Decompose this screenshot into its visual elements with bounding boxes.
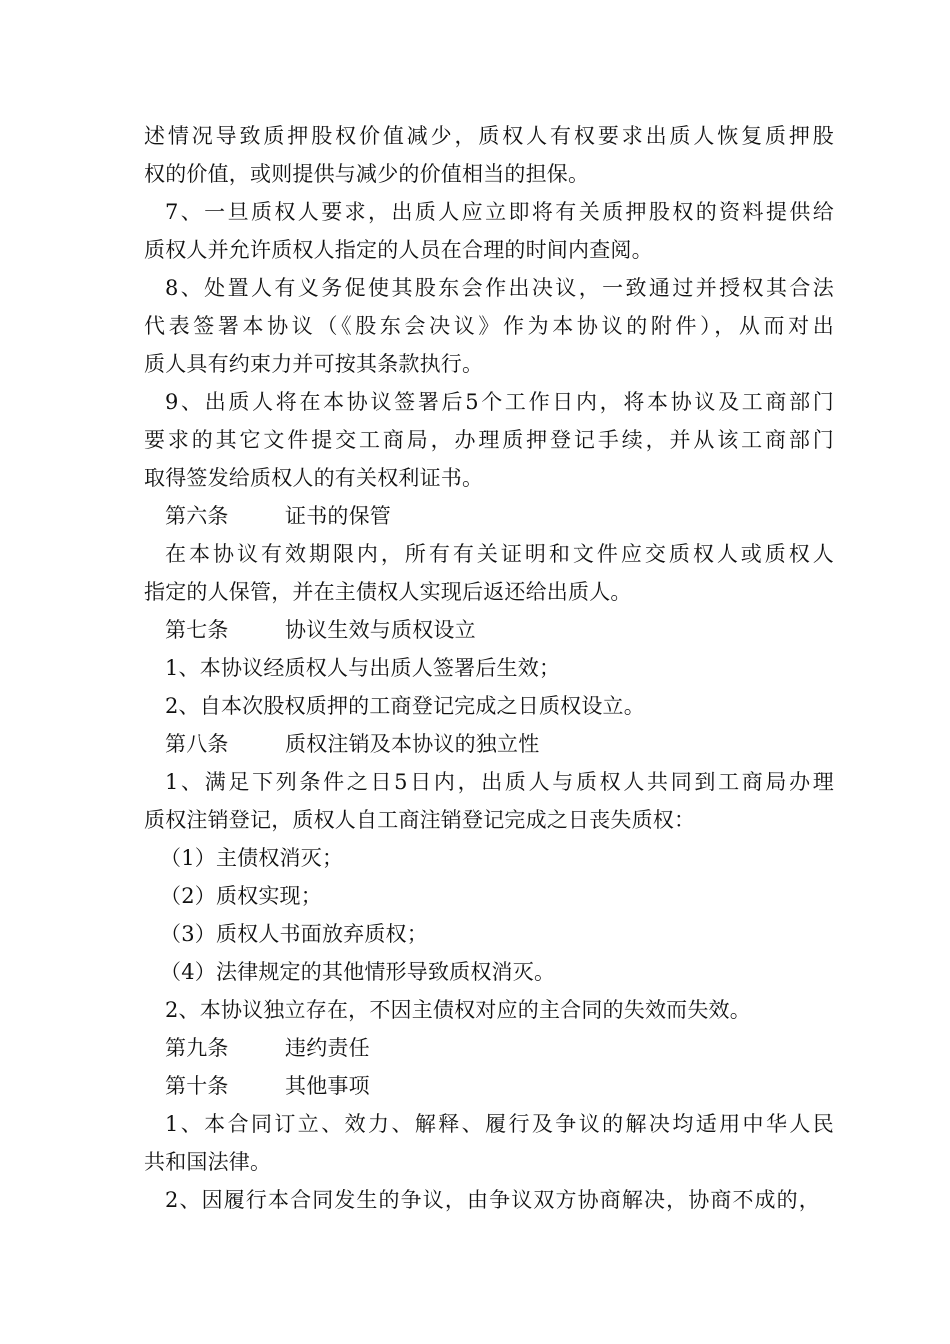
paragraph-line: 1、满足下列条件之日5日内，出质人与质权人共同到工商局办理 xyxy=(165,770,834,794)
section-number: 第十条 xyxy=(165,1074,229,1098)
section-number: 第九条 xyxy=(165,1036,229,1060)
paragraph-line: 1、本协议经质权人与出质人签署后生效； xyxy=(165,656,561,680)
list-item: （4）法律规定的其他情形导致质权消灭。 xyxy=(160,960,556,984)
section-heading-9 xyxy=(165,1029,855,1067)
paragraph-line: 指定的人保管，并在主债权人实现后返还给出质人。 xyxy=(144,580,632,604)
paragraph-line: 共和国法律。 xyxy=(144,1150,272,1174)
list-item: （1）主债权消灭； xyxy=(160,846,344,870)
paragraph-line: 代表签署本协议（《股东会决议》作为本协议的附件），从而对出 xyxy=(144,314,834,338)
paragraph-line: 2、本协议独立存在，不因主债权对应的主合同的失效而失效。 xyxy=(165,998,751,1022)
paragraph-line: 质权人并允许质权人指定的人员在合理的时间内查阅。 xyxy=(144,238,653,262)
paragraph-line: 述情况导致质押股权价值减少，质权人有权要求出质人恢复质押股 xyxy=(144,124,834,148)
paragraph-line: 8、处置人有义务促使其股东会作出决议，一致通过并授权其合法 xyxy=(165,276,834,300)
paragraph-line: 在本协议有效期限内，所有有关证明和文件应交质权人或质权人 xyxy=(165,542,834,566)
paragraph-line: 2、因履行本合同发生的争议，由争议双方协商解决，协商不成的， xyxy=(165,1188,820,1212)
section-title: 其他事项 xyxy=(285,1074,370,1098)
paragraph-line: 9、出质人将在本协议签署后5个工作日内，将本协议及工商部门 xyxy=(165,390,834,414)
section-title: 质权注销及本协议的独立性 xyxy=(285,732,540,756)
list-item: （3）质权人书面放弃质权； xyxy=(160,922,428,946)
paragraph-line: 2、自本次股权质押的工商登记完成之日质权设立。 xyxy=(165,694,645,718)
section-title: 证书的保管 xyxy=(285,504,391,528)
section-number: 第六条 xyxy=(165,504,229,528)
section-heading-8 xyxy=(165,725,855,763)
paragraph-line: 权的价值，或则提供与减少的价值相当的担保。 xyxy=(144,162,590,186)
paragraph-line: 取得签发给质权人的有关权利证书。 xyxy=(144,466,484,490)
paragraph-line: 要求的其它文件提交工商局，办理质押登记手续，并从该工商部门 xyxy=(144,428,834,452)
section-title: 协议生效与质权设立 xyxy=(285,618,476,642)
section-heading-6 xyxy=(165,497,855,535)
paragraph-line: 质权注销登记，质权人自工商注销登记完成之日丧失质权： xyxy=(144,808,696,832)
paragraph-line: 7、一旦质权人要求，出质人应立即将有关质押股权的资料提供给 xyxy=(165,200,834,224)
section-heading-7 xyxy=(165,611,855,649)
section-number: 第七条 xyxy=(165,618,229,642)
section-title: 违约责任 xyxy=(285,1036,370,1060)
paragraph-line: 质人具有约束力并可按其条款执行。 xyxy=(144,352,484,376)
section-heading-10 xyxy=(165,1067,855,1105)
paragraph-line: 1、本合同订立、效力、解释、履行及争议的解决均适用中华人民 xyxy=(165,1112,834,1136)
section-number: 第八条 xyxy=(165,732,229,756)
list-item: （2）质权实现； xyxy=(160,884,322,908)
